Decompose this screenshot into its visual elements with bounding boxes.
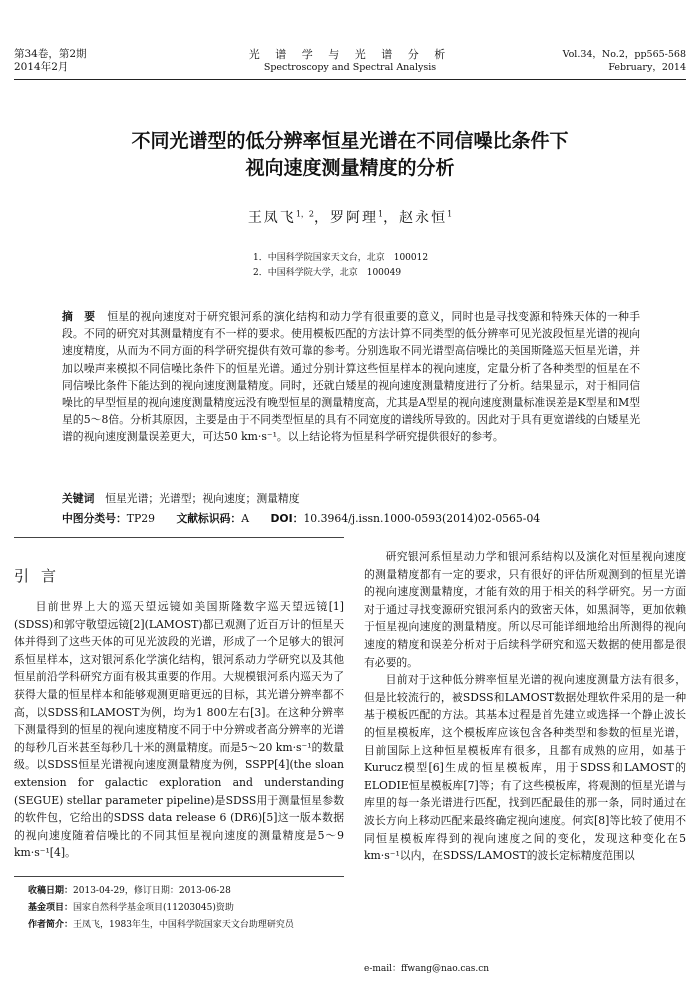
volume-issue-cn: 第34卷，第2期 <box>14 48 87 60</box>
affiliations <box>253 251 428 281</box>
fund-label: 基金项目： <box>28 903 74 913</box>
clc-value: TP29 <box>126 512 155 525</box>
abstract <box>62 308 640 446</box>
journal-name-cn: 光 谱 学 与 光 谱 分 析 <box>248 48 452 61</box>
section-title-intro: 引言 <box>14 567 69 585</box>
keywords-text: 恒星光谱；光谱型；视向速度；测量精度 <box>105 492 300 505</box>
intro-paragraph-1: 目前世界上大的巡天望远镜如美国斯隆数字巡天望远镜[1](SDSS)和郭守敬望远镜[2](LAMOST)都已观测了近百万计的恒星天体并得到了这些天体的可见光波段的光谱，形成了一个足够大的银河系恒星样本，这对银河系化学演化结构，银河系动力学研究以及其他恒星前沿学科研究方面有极其重要的作用。大规模银河系内巡天为了获得大量的恒星样本和能够观测更暗更远的目标，其光谱分辨率都不高，以SDSS和LAMOST为例，均为1 800左右[3]。在这种分辨率下测量得到的恒星的视向速度精度不同于中分辨或者高分辨率的光谱的每秒几百米甚至每秒几十米的测量精度。而是5～20 km·s⁻¹的数量级。以SDSS恒星光谱视向速度测量精度为例，SSPP[4](the sloan extension for galactic exploration and understanding (SEGUE) stellar parameter pipeline)是SDSS用于测量恒星参数的软件包，它给出的SDSS data release 6 (DR6)[5]这一版本数据的视向速度随着信噪比的不同其恒星视向速度的测量精度是5～9 km·s⁻¹[4]。 <box>14 600 344 860</box>
author-affil-sup: 1，2 <box>295 209 314 219</box>
abstract-text: 恒星的视向速度对于研究银河系的演化结构和动力学有很重要的意义，同时也是寻找变源和特殊天体的一种手段。不同的研究对其测量精度有不一样的要求。使用模板匹配的方法计算不同类型的低分辨率可见光波段恒星光谱的视向速度精度，从而为不同方面的科学研究提供有效可靠的参考。分别选取不同光谱型高信噪比的美国斯隆巡天恒星光谱，并加以噪声来模拟不同信噪比条件下的恒星光谱。通过分别计算这些恒星样本的视向速度，定量分析了各种类型的恒星在不同信噪比条件下能达到的视向速度测量精度。同时，还就白矮星的视向速度测量精度进行了分析。结果显示，对于相同信噪比的早型恒星的视向速度测量精度远没有晚型恒星的测量精度高，尤其是A型星的视向速度测量标准误差是K型星和M型星的5～8倍。分析其原因，主要是由于不同类型恒星的具有不同宽度的谱线所导致的。因此对于具有更宽谱线的白矮星光谱的视向速度测量误差更大，可达50 km·s⁻¹。以上结论将为恒星科学研究提供很好的参考。 <box>62 310 640 444</box>
footnote-rule <box>14 876 344 877</box>
classification-line <box>62 510 558 527</box>
author-affil-sup: 1 <box>447 209 453 219</box>
affiliation-2: 2．中国科学院大学，北京 100049 <box>253 268 402 278</box>
paper-title <box>0 128 700 182</box>
footnote <box>28 883 294 934</box>
journal-name-en: Spectroscopy and Spectral Analysis <box>263 62 437 73</box>
date-cn: 2014年2月 <box>14 61 69 73</box>
author-email: e-mail：ffwang@nao.cas.cn <box>364 964 490 974</box>
clc-label: 中图分类号： <box>62 512 127 525</box>
author-name: 王凤飞 <box>247 210 296 226</box>
title-line-1: 不同光谱型的低分辨率恒星光谱在不同信噪比条件下 <box>131 130 569 152</box>
author-bio-label: 作者简介： <box>28 920 74 930</box>
author-list: 王凤飞$^{1,2}$，罗阿理$^1$，赵永恒$^1$ <box>247 209 453 226</box>
abstract-label: 摘 要 <box>62 310 96 323</box>
title-line-2: 视向速度测量精度的分析 <box>245 157 455 179</box>
keywords <box>62 490 300 507</box>
section-divider <box>14 537 344 538</box>
intro-paragraph-2: 研究银河系恒星动力学和银河系结构以及演化对恒星视向速度的测量精度都有一定的要求，只有很好的评估所观测到的恒星光谱的视向速度测量精度，才能有效的用于相关的科学研究。另一方面对于通过寻找变源研究银河系内的致密天体，如黑洞等，更加依赖于恒星视向速度的测量精度。所以尽可能详细地给出所测得的视向速度的精度和误差分析对于后续科学研究和巡天数据的使用都是很有必要的。 <box>364 550 686 669</box>
keywords-label: 关键词 <box>62 492 95 505</box>
header-volume-en <box>563 48 686 74</box>
doc-code-value: A <box>241 512 250 525</box>
volume-issue-en: Vol.34，No.2，pp565-568 <box>562 49 686 60</box>
header-rule <box>14 79 686 80</box>
intro-paragraph-3: 目前对于这种低分辨率恒星光谱的视向速度测量方法有很多，但是比较流行的，被SDSS和LAMOST数据处理软件采用的是一种基于模板匹配的方法。其基本过程是首先建立或选择一个静止波长的恒星模板库，这个模板库应该包含各种类型和参数的恒星光谱，目前国际上这种恒星模板库有很多，且都有成熟的应用，如基于Kurucz模型[6]生成的恒星模板库，用于SDSS和LAMOST的ELODIE恒星模板库[7]等；有了这些模板库，将观测的恒星光谱与库里的每一条光谱进行匹配，找到匹配最佳的那一条，同时通过在波长方向上移动匹配来最终确定视向速度。何宾[8]等比较了使用不同恒星模板库得到的视向速度之间的变化，发现这种变化在5 km·s⁻¹以内，在SDSS/LAMOST的波长定标精度范围以 <box>364 673 686 863</box>
doi-value: 10.3964/j.issn.1000-0593(2014)02-0565-04 <box>303 512 541 525</box>
author-name: 赵永恒 <box>399 210 448 226</box>
date-en: February，2014 <box>608 62 686 73</box>
doc-code-label: 文献标识码： <box>176 512 242 525</box>
author-bio-value: 王凤飞，1983年生，中国科学院国家天文台助理研究员 <box>73 920 294 930</box>
received-value: 2013-04-29，修订日期：2013-06-28 <box>73 886 231 896</box>
right-column <box>364 548 686 865</box>
affiliation-1: 1．中国科学院国家天文台，北京 100012 <box>253 253 429 263</box>
doi-label: DOI： <box>270 512 304 525</box>
received-label: 收稿日期： <box>28 886 74 896</box>
left-column <box>14 598 344 862</box>
author-name: 罗阿理 <box>330 210 378 226</box>
author-affil-sup: 1 <box>378 209 384 219</box>
fund-value: 国家自然科学基金项目(11203045)资助 <box>73 903 234 913</box>
